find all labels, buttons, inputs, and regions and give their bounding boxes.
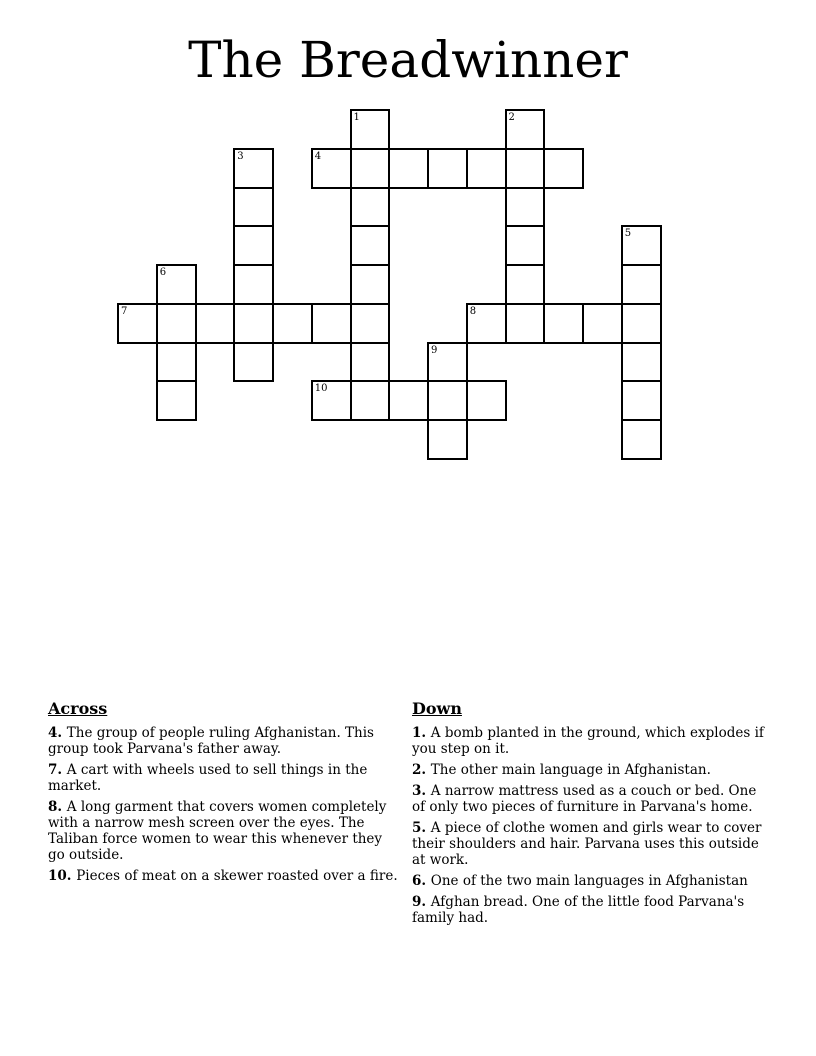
grid-cell-r7c5[interactable] bbox=[311, 380, 352, 421]
grid-cell-r4c6[interactable] bbox=[350, 264, 391, 305]
grid-cell-r6c1[interactable] bbox=[156, 342, 197, 383]
grid-cell-r2c6[interactable] bbox=[350, 187, 391, 228]
clue-number: 4. bbox=[48, 725, 67, 741]
down-clues-section bbox=[412, 700, 772, 931]
grid-cell-r4c3[interactable] bbox=[233, 264, 274, 305]
clue-text: Pieces of meat on a skewer roasted over a fire. bbox=[76, 868, 398, 884]
grid-cell-r5c5[interactable] bbox=[311, 303, 352, 344]
grid-cell-r2c10[interactable] bbox=[505, 187, 546, 228]
clue-number: 5. bbox=[412, 820, 431, 836]
grid-cell-r1c6[interactable] bbox=[350, 148, 391, 189]
grid-cell-r5c11[interactable] bbox=[543, 303, 584, 344]
cell-number-3: 3 bbox=[237, 150, 244, 162]
cell-number-6: 6 bbox=[159, 267, 167, 278]
grid-cell-r4c13[interactable] bbox=[621, 264, 662, 305]
clue-number: 8. bbox=[48, 799, 67, 815]
grid-cell-r5c10[interactable] bbox=[505, 303, 546, 344]
grid-cell-r7c13[interactable] bbox=[621, 380, 662, 421]
grid-cell-r6c8[interactable] bbox=[427, 342, 468, 383]
grid-cell-r4c1[interactable] bbox=[156, 264, 197, 305]
cell-number-2: 2 bbox=[508, 112, 515, 123]
grid-cell-r0c6[interactable] bbox=[350, 109, 391, 150]
grid-cell-r0c10[interactable] bbox=[505, 109, 546, 150]
grid-cell-r3c3[interactable] bbox=[233, 225, 274, 266]
grid-cell-r3c13[interactable] bbox=[621, 225, 662, 266]
cell-number-9: 9 bbox=[431, 344, 438, 356]
grid-cell-r6c13[interactable] bbox=[621, 342, 662, 383]
cell-number-1: 1 bbox=[353, 112, 360, 123]
clue-down-3 bbox=[412, 783, 772, 815]
across-clues-section bbox=[48, 700, 400, 889]
clue-text: A piece of clothe women and girls wear to cover their shoulders and hair. Parvana uses this outside at work. bbox=[412, 820, 762, 868]
grid-cell-r7c8[interactable] bbox=[427, 380, 468, 421]
clue-text: Afghan bread. One of the little food Parvana's family had. bbox=[412, 894, 745, 926]
puzzle-title: The Breadwinner bbox=[188, 31, 628, 89]
clue-number: 7. bbox=[48, 762, 67, 778]
grid-cell-r5c6[interactable] bbox=[350, 303, 391, 344]
clue-text: One of the two main languages in Afghanistan bbox=[430, 873, 748, 889]
grid-cell-r4c10[interactable] bbox=[505, 264, 546, 305]
grid-cell-r7c1[interactable] bbox=[156, 380, 197, 421]
clue-number: 9. bbox=[412, 894, 431, 910]
clue-across-10 bbox=[48, 868, 400, 884]
clue-text: The other main language in Afghanistan. bbox=[430, 762, 711, 778]
clue-text: A long garment that covers women completely with a narrow mesh screen over the eyes. The Taliban force women to wear this whenever they go outside. bbox=[48, 799, 387, 863]
clue-across-7 bbox=[48, 762, 400, 794]
grid-cell-r5c2[interactable] bbox=[195, 303, 236, 344]
across-clue-list bbox=[48, 725, 400, 884]
grid-cell-r1c7[interactable] bbox=[388, 148, 429, 189]
grid-cell-r6c6[interactable] bbox=[350, 342, 391, 383]
grid-cell-r1c10[interactable] bbox=[505, 148, 546, 189]
grid-cell-r5c12[interactable] bbox=[582, 303, 623, 344]
clue-down-1 bbox=[412, 725, 772, 757]
grid-cell-r1c8[interactable] bbox=[427, 148, 468, 189]
clue-number: 10. bbox=[48, 868, 77, 884]
grid-cell-r5c4[interactable] bbox=[272, 303, 313, 344]
clue-down-6 bbox=[412, 873, 772, 889]
grid-cell-r6c3[interactable] bbox=[233, 342, 274, 383]
clue-across-8 bbox=[48, 799, 400, 863]
cell-number-4: 4 bbox=[314, 150, 322, 162]
clue-text: A cart with wheels used to sell things in the market. bbox=[48, 762, 368, 794]
down-clue-list bbox=[412, 725, 772, 926]
clue-number: 1. bbox=[412, 725, 431, 741]
grid-cell-r8c13[interactable] bbox=[621, 419, 662, 460]
crossword-grid bbox=[117, 109, 662, 460]
grid-cell-r3c10[interactable] bbox=[505, 225, 546, 266]
grid-cell-r3c6[interactable] bbox=[350, 225, 391, 266]
clue-down-9 bbox=[412, 894, 772, 926]
clue-down-5 bbox=[412, 820, 772, 868]
clue-down-2 bbox=[412, 762, 772, 778]
clue-number: 2. bbox=[412, 762, 431, 778]
cell-number-8: 8 bbox=[469, 305, 477, 317]
clue-number: 3. bbox=[412, 783, 431, 799]
cell-number-10: 10 bbox=[314, 383, 328, 395]
grid-cell-r7c9[interactable] bbox=[466, 380, 507, 421]
grid-cell-r5c13[interactable] bbox=[621, 303, 662, 344]
grid-cell-r1c11[interactable] bbox=[543, 148, 584, 189]
grid-cell-r1c5[interactable] bbox=[311, 148, 352, 189]
grid-cell-r7c7[interactable] bbox=[388, 380, 429, 421]
cell-number-5: 5 bbox=[624, 228, 632, 240]
clue-number: 6. bbox=[412, 873, 431, 889]
grid-cell-r1c9[interactable] bbox=[466, 148, 507, 189]
across-heading: Across bbox=[48, 699, 108, 718]
down-heading: Down bbox=[412, 699, 462, 718]
grid-cell-r5c9[interactable] bbox=[466, 303, 507, 344]
cell-number-7: 7 bbox=[121, 305, 128, 317]
grid-cell-r2c3[interactable] bbox=[233, 187, 274, 228]
grid-cell-r5c3[interactable] bbox=[233, 303, 274, 344]
clue-text: A narrow mattress used as a couch or bed. One of only two pieces of furniture in Parvana's home. bbox=[412, 783, 757, 815]
clue-across-4 bbox=[48, 725, 400, 757]
grid-cell-r1c3[interactable] bbox=[233, 148, 274, 189]
clue-text: The group of people ruling Afghanistan. This group took Parvana's father away. bbox=[48, 725, 374, 757]
grid-cell-r7c6[interactable] bbox=[350, 380, 391, 421]
grid-cell-r8c8[interactable] bbox=[427, 419, 468, 460]
grid-cell-r5c0[interactable] bbox=[117, 303, 158, 344]
clue-text: A bomb planted in the ground, which explodes if you step on it. bbox=[412, 725, 764, 757]
grid-cell-r5c1[interactable] bbox=[156, 303, 197, 344]
